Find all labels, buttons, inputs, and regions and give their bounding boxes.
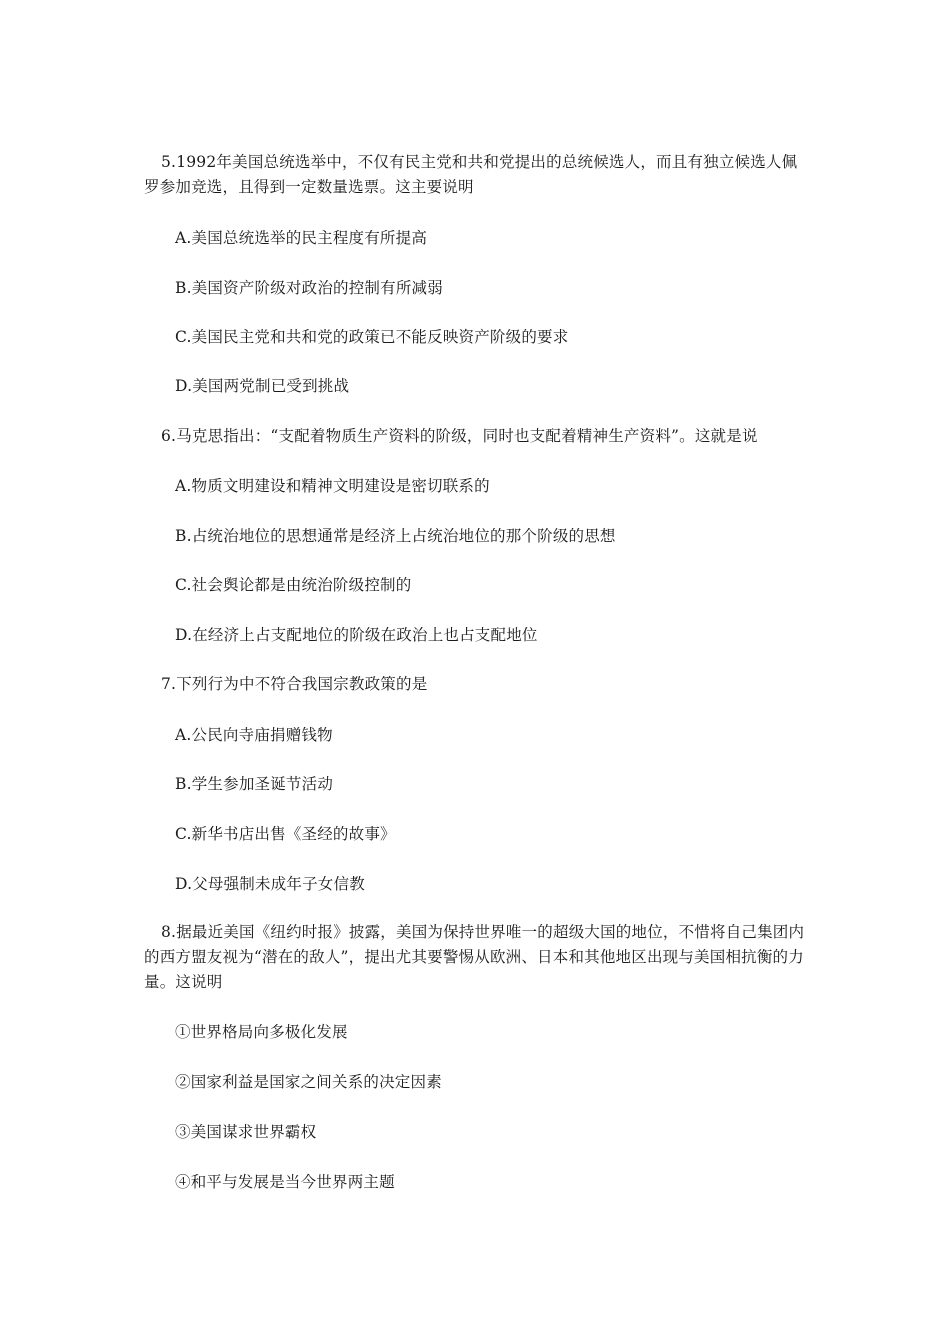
question-5-stem: 5.1992年美国总统选举中，不仅有民主党和共和党提出的总统候选人，而且有独立候选人佩罗参加竞选，且得到一定数量选票。这主要说明 (144, 153, 798, 196)
question-6-option-c: C.社会舆论都是由统治阶级控制的 (175, 576, 412, 594)
question-8-stem: 8.据最近美国《纽约时报》披露，美国为保持世界唯一的超级大国的地位，不惜将自己集团内的西方盟友视为“潜在的敌人”，提出尤其要警惕从欧洲、日本和其他地区出现与美国相抗衡的力量。这说明 (144, 923, 805, 991)
question-7-option-a: A.公民向寺庙捐赠钱物 (175, 726, 333, 744)
question-8-statement-3: ③美国谋求世界霸权 (175, 1123, 317, 1141)
question-6-stem: 6.马克思指出：“支配着物质生产资料的阶级，同时也支配着精神生产资料”。这就是说 (161, 427, 758, 445)
question-8-statement-1: ①世界格局向多极化发展 (175, 1023, 348, 1041)
question-5-option-d: D.美国两党制已受到挑战 (175, 377, 350, 395)
question-6-option-b: B.占统治地位的思想通常是经济上占统治地位的那个阶级的思想 (175, 527, 616, 545)
question-5-option-c: C.美国民主党和共和党的政策已不能反映资产阶级的要求 (175, 328, 569, 346)
question-5-option-a: A.美国总统选举的民主程度有所提高 (175, 229, 428, 247)
question-8-statement-4: ④和平与发展是当今世界两主题 (175, 1173, 395, 1191)
question-7-option-c: C.新华书店出售《圣经的故事》 (175, 825, 396, 843)
question-6-option-a: A.物质文明建设和精神文明建设是密切联系的 (175, 477, 490, 495)
question-8-statement-2: ②国家利益是国家之间关系的决定因素 (175, 1073, 442, 1091)
question-7-option-b: B.学生参加圣诞节活动 (175, 775, 334, 793)
question-6-option-d: D.在经济上占支配地位的阶级在政治上也占支配地位 (175, 626, 538, 644)
question-7-option-d: D.父母强制未成年子女信教 (175, 875, 365, 893)
question-7-stem: 7.下列行为中不符合我国宗教政策的是 (161, 675, 428, 693)
question-5-option-b: B.美国资产阶级对政治的控制有所减弱 (175, 279, 443, 297)
